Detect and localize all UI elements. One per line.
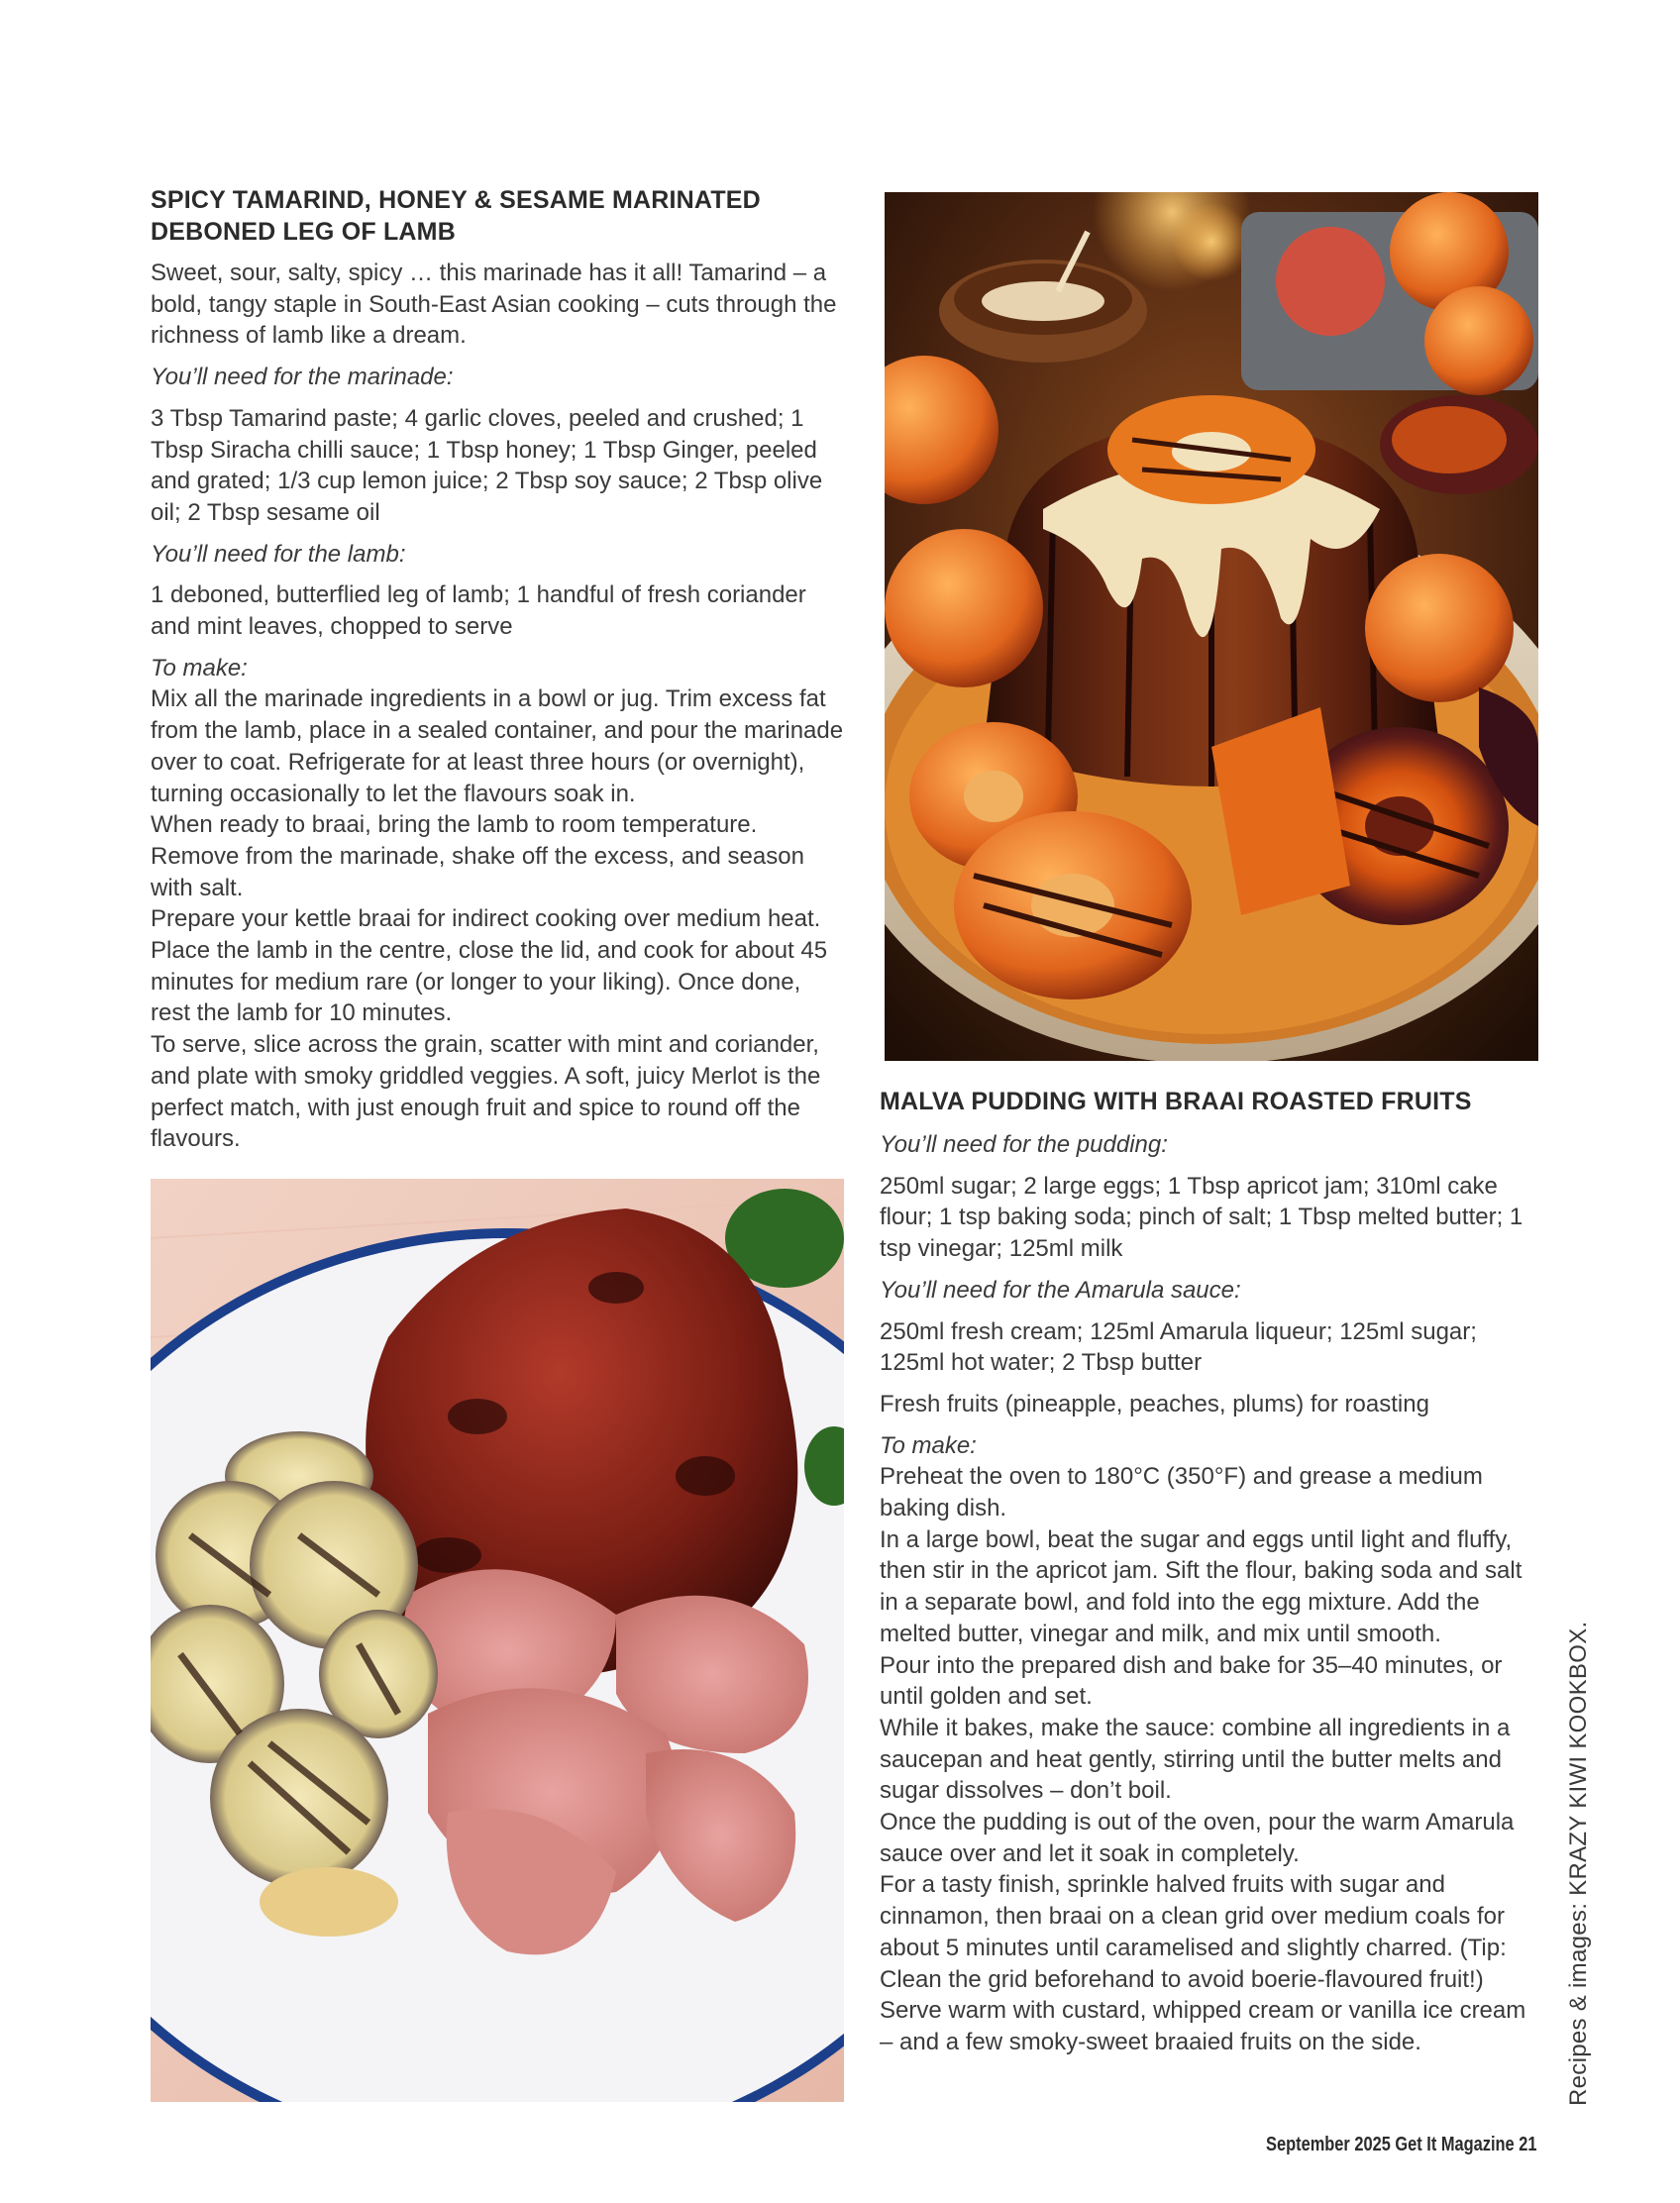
footer-date: September 2025 — [1265, 2134, 1391, 2155]
lamb-method-step: Mix all the marinade ingredients in a bowl or jug. Trim excess fat from the lamb, place in a sealed container, and pour the marinade over to coat. Refrigerate for at least three hours (or overnight), turning occasionally to let the flavours soak in. — [151, 685, 844, 807]
lamb-method-step: To serve, slice across the grain, scatter with mint and coriander, and plate with smoky griddled veggies. A soft, juicy Merlot is the perfect match, with just enough fruit and spice to round off the flavours. — [151, 1031, 821, 1153]
lamb-photo — [151, 1179, 844, 2102]
marinade-ingredients: 3 Tbsp Tamarind paste; 4 garlic cloves, peeled and crushed; 1 Tbsp Siracha chilli sauce; 1 Tbsp honey; 1 Tbsp Ginger, peeled and grated; 1/3 cup lemon juice; 2 Tbsp soy sauce; 2 Tbsp olive oil; 2 Tbsp sesame oil — [151, 404, 823, 526]
lamb-title-line-2: DEBONED LEG OF LAMB — [151, 218, 456, 246]
lamb-recipe-title — [151, 184, 844, 248]
malva-method-step: In a large bowl, beat the sugar and eggs until light and fluffy, then stir in the apricot jam. Sift the flour, baking soda and salt in a separate bowl, and fold into the egg mixture. Add the melted butter, vinegar and milk, and mix until smooth. — [880, 1525, 1522, 1647]
marinade-label: You’ll need for the marinade: — [151, 364, 454, 391]
footer-magazine: Get It Magazine — [1394, 2134, 1515, 2155]
malva-method-step: For a tasty finish, sprinkle halved fruits with sugar and cinnamon, then braai on a clean grid over medium coals for about 5 minutes until caramelised and slightly charred. (Tip: Clean the grid beforehand to avoid boerie-flavoured fruit!) — [880, 1871, 1507, 1993]
pudding-label: You’ll need for the pudding: — [880, 1131, 1168, 1158]
malva-method-step: Pour into the prepared dish and bake for 35–40 minutes, or until golden and set. — [880, 1651, 1503, 1711]
malva-pudding-photo — [885, 192, 1538, 1061]
lamb-recipe-column — [151, 184, 844, 1155]
malva-method-step: While it bakes, make the sauce: combine all ingredients in a saucepan and heat gently, stirring until the butter melts and sugar dissolves – don’t boil. — [880, 1714, 1511, 1805]
malva-method-label: To make: — [880, 1431, 977, 1459]
malva-method-step: Preheat the oven to 180°C (350°F) and grease a medium baking dish. — [880, 1463, 1483, 1522]
image-credit: Recipes & images: KRAZY KIWI KOOKBOX. — [1565, 1621, 1592, 2106]
lamb-method-step: Prepare your kettle braai for indirect cooking over medium heat. Place the lamb in the centre, close the lid, and cook for about 45 minutes for medium rare (or longer to your liking). Once done, rest the lamb for 10 minutes. — [151, 905, 828, 1027]
lamb-method — [151, 683, 844, 1155]
footer-page-number: 21 — [1518, 2134, 1536, 2155]
pudding-ingredients: 250ml sugar; 2 large eggs; 1 Tbsp apricot jam; 310ml cake flour; 1 tsp baking soda; pinch of salt; 1 Tbsp melted butter; 1 tsp vinegar; 125ml milk — [880, 1172, 1523, 1263]
sauce-ingredients: 250ml fresh cream; 125ml Amarula liqueur; 125ml sugar; 125ml hot water; 2 Tbsp butter — [880, 1317, 1477, 1377]
lamb-label: You’ll need for the lamb: — [151, 540, 406, 568]
malva-method-step: Once the pudding is out of the oven, pour the warm Amarula sauce over and let it soak in completely. — [880, 1809, 1515, 1867]
malva-recipe-title: MALVA PUDDING WITH BRAAI ROASTED FRUITS — [880, 1088, 1472, 1115]
malva-method-step: Serve warm with custard, whipped cream or vanilla ice cream – and a few smoky-sweet braaied fruits on the side. — [880, 1997, 1526, 2055]
malva-recipe-column — [880, 1086, 1545, 2058]
lamb-title-line-1: SPICY TAMARIND, HONEY & SESAME MARINATED — [151, 186, 761, 214]
lamb-intro: Sweet, sour, salty, spicy … this marinade has it all! Tamarind – a bold, tangy staple in South-East Asian cooking – cuts through the richness of lamb like a dream. — [151, 260, 837, 350]
page-footer — [1266, 2134, 1536, 2156]
malva-method — [880, 1461, 1545, 2057]
lamb-ingredients: 1 deboned, butterflied leg of lamb; 1 handful of fresh coriander and mint leaves, chopped to serve — [151, 581, 806, 641]
lamb-method-label: To make: — [151, 654, 248, 682]
sauce-label: You’ll need for the Amarula sauce: — [880, 1276, 1241, 1304]
lamb-method-step: When ready to braai, bring the lamb to room temperature. Remove from the marinade, shake off the excess, and season with salt. — [151, 811, 804, 901]
fruits-ingredients: Fresh fruits (pineapple, peaches, plums) for roasting — [880, 1390, 1429, 1417]
